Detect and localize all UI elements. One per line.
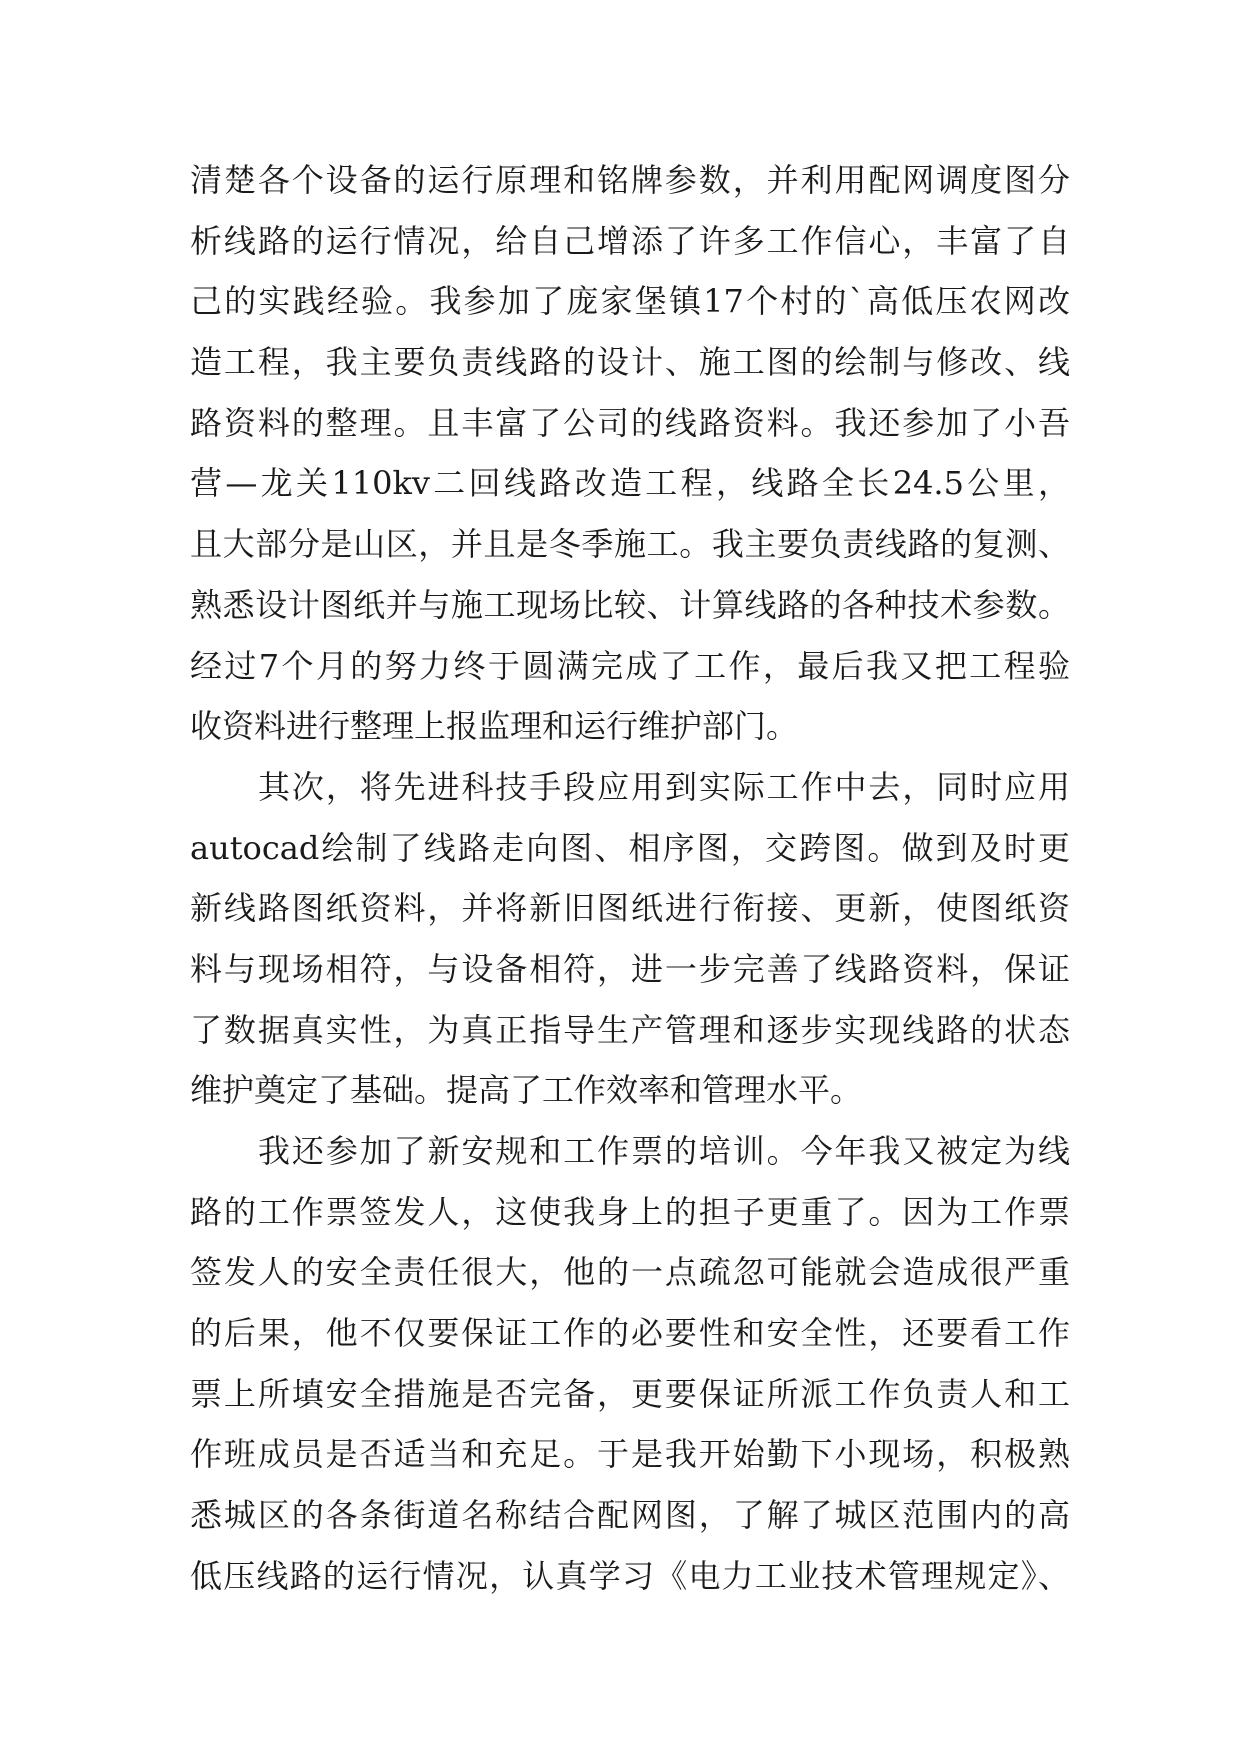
- text-line: 收资料进行整理上报监理和运行维护部门。: [190, 707, 799, 746]
- text-line: autocad绘制了线路走向图、相序图，交跨图。做到及时更: [190, 828, 1070, 867]
- text-line: 且大部分是山区，并且是冬季施工。我主要负责线路的复测、: [190, 525, 1070, 564]
- text-line: 料与现场相符，与设备相符，进一步完善了线路资料，保证: [190, 949, 1070, 988]
- text-line: 票上所填安全措施是否完备，更要保证所派工作负责人和工: [190, 1374, 1070, 1413]
- paragraph-first-line: 我还参加了新安规和工作票的培训。今年我又被定为线: [258, 1132, 1070, 1170]
- body-text: [190, 150, 1070, 1607]
- text-line: 路资料的整理。且丰富了公司的线路资料。我还参加了小吾: [190, 403, 1070, 442]
- text-line: 的后果，他不仅要保证工作的必要性和安全性，还要看工作: [190, 1314, 1070, 1353]
- text-line: 造工程，我主要负责线路的设计、施工图的绘制与修改、线: [190, 343, 1070, 382]
- text-line: 低压线路的运行情况，认真学习《电力工业技术管理规定》、: [190, 1556, 1070, 1595]
- text-line: 作班成员是否适当和充足。于是我开始勤下小现场，积极熟: [190, 1435, 1070, 1474]
- text-line: 维护奠定了基础。提高了工作效率和管理水平。: [190, 1071, 863, 1110]
- text-line: 己的实践经验。我参加了庞家堡镇17个村的`高低压农网改: [190, 282, 1070, 321]
- text-line: 悉城区的各条街道名称结合配网图，了解了城区范围内的高: [190, 1496, 1070, 1535]
- text-line: 营—龙关110kv二回线路改造工程，线路全长24.5公里，: [190, 464, 1070, 503]
- text-line: 了数据真实性，为真正指导生产管理和逐步实现线路的状态: [190, 1010, 1070, 1049]
- paragraph-first-line: 其次，将先进科技手段应用到实际工作中去，同时应用: [258, 767, 1070, 806]
- text-line: 经过7个月的努力终于圆满完成了工作，最后我又把工程验: [190, 646, 1070, 685]
- text-line: 新线路图纸资料，并将新旧图纸进行衔接、更新，使图纸资: [190, 889, 1070, 928]
- text-line: 清楚各个设备的运行原理和铭牌参数，并利用配网调度图分: [190, 161, 1070, 199]
- text-line: 签发人的安全责任很大，他的一点疏忽可能就会造成很严重: [190, 1253, 1070, 1292]
- text-line: 析线路的运行情况，给自己增添了许多工作信心，丰富了自: [190, 221, 1070, 260]
- text-line: 熟悉设计图纸并与施工现场比较、计算线路的各种技术参数。: [190, 585, 1070, 624]
- text-line: 路的工作票签发人，这使我身上的担子更重了。因为工作票: [190, 1192, 1070, 1231]
